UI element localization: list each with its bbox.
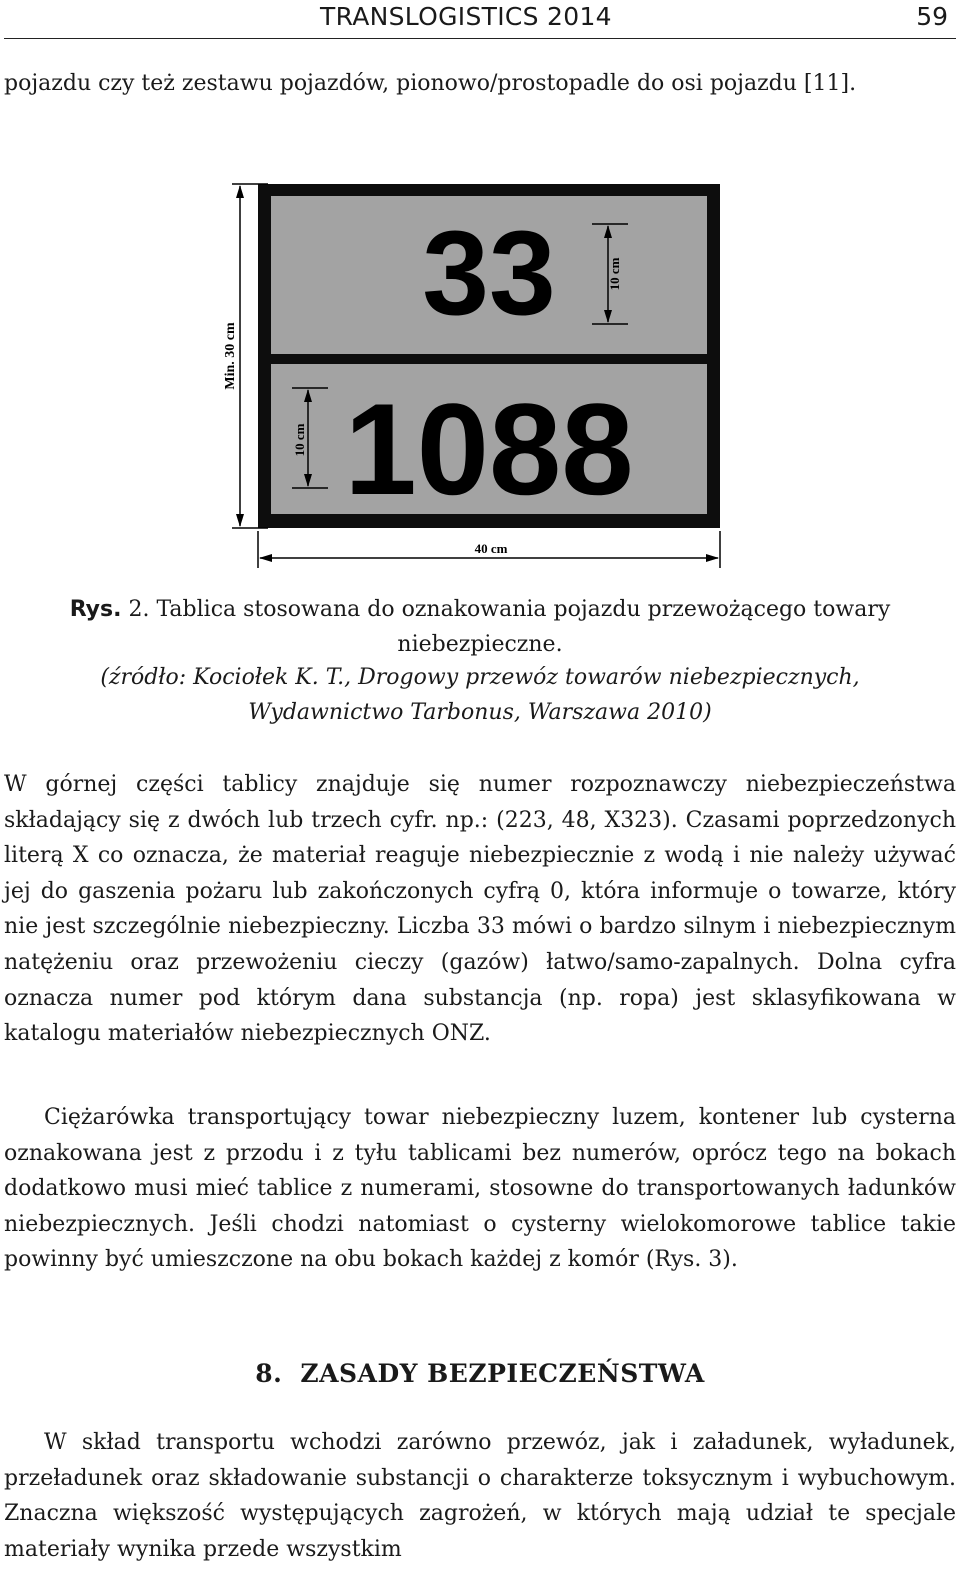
page-number: 59 xyxy=(916,2,948,31)
source-line-2: Wydawnictwo Tarbonus, Warszawa 2010) xyxy=(248,700,712,725)
figure-caption xyxy=(0,592,960,662)
height-label: Min. 30 cm xyxy=(223,322,238,390)
source-line-1: (źródło: Kociołek K. T., Drogowy przewóz towarów niebezpiecznych, xyxy=(100,665,860,690)
top-digit-label: 10 cm xyxy=(607,257,622,291)
running-header xyxy=(4,0,956,39)
figure-source xyxy=(0,660,960,730)
body-paragraph-2: Ciężarówka transportujący towar niebezpieczny luzem, kontener lub cysterna oznakowana jest z przodu i z tyłu tablicami bez numerów, oprócz tego na bokach dodatkowo musi mieć tablice z numerami, stosowne do transportowanych ładunków niebezpiecznych. Jeśli chodzi natomiast o cysterny wielokomorowe tablice takie powinny być umieszczone na obu bokach każdej z komór (Rys. 3). xyxy=(4,1105,956,1273)
body-paragraph-3: W skład transportu wchodzi zarówno przewóz, jak i załadunek, wyładunek, przeładunek oraz składowanie substancji o charakterze toksycznym i wybuchowym. Znaczna większość występujących zagrożeń, w których mają udział te specjale materiały wynika przede wszystkim xyxy=(4,1430,956,1562)
figure-hazard-plate xyxy=(210,176,750,580)
section-heading xyxy=(0,1356,960,1392)
caption-text: 2. Tablica stosowana do oznakowania pojazdu przewożącego towary niebezpieczne. xyxy=(128,597,891,657)
plate-bottom-number: 1088 xyxy=(344,376,634,522)
section-title-text: ZASADY BEZPIECZEŃSTWA xyxy=(300,1359,705,1388)
bottom-digit-label: 10 cm xyxy=(292,423,307,457)
journal-title: TRANSLOGISTICS 2014 xyxy=(320,2,612,31)
width-label: 40 cm xyxy=(474,541,508,556)
section-number: 8. xyxy=(255,1359,283,1388)
hazard-plate-diagram xyxy=(210,176,750,576)
intro-paragraph: pojazdu czy też zestawu pojazdów, pionowo/prostopadle do osi pojazdu [11]. xyxy=(4,71,857,96)
caption-label: Rys. xyxy=(69,597,122,622)
plate-top-number: 33 xyxy=(422,206,556,340)
body-paragraph-1: W górnej części tablicy znajduje się numer rozpoznawczy niebezpieczeństwa składający się z dwóch lub trzech cyfr. np.: (223, 48, X323). Czasami poprzedzonych literą X co oznacza, że materiał reaguje niebezpiecznie z wodą i nie należy używać jej do gaszenia pożaru lub zakończonych cyfrą 0, która informuje o towarze, który nie jest szczególnie niebezpieczny. Liczba 33 mówi o bardzo silnym i niebezpiecznym natężeniu oraz przewożeniu cieczy (gazów) łatwo/samo-zapalnych. Dolna cyfra oznacza numer pod którym dana substancja (np. ropa) jest sklasyfikowana w katalogu materiałów niebezpiecznych ONZ. xyxy=(4,772,956,1047)
